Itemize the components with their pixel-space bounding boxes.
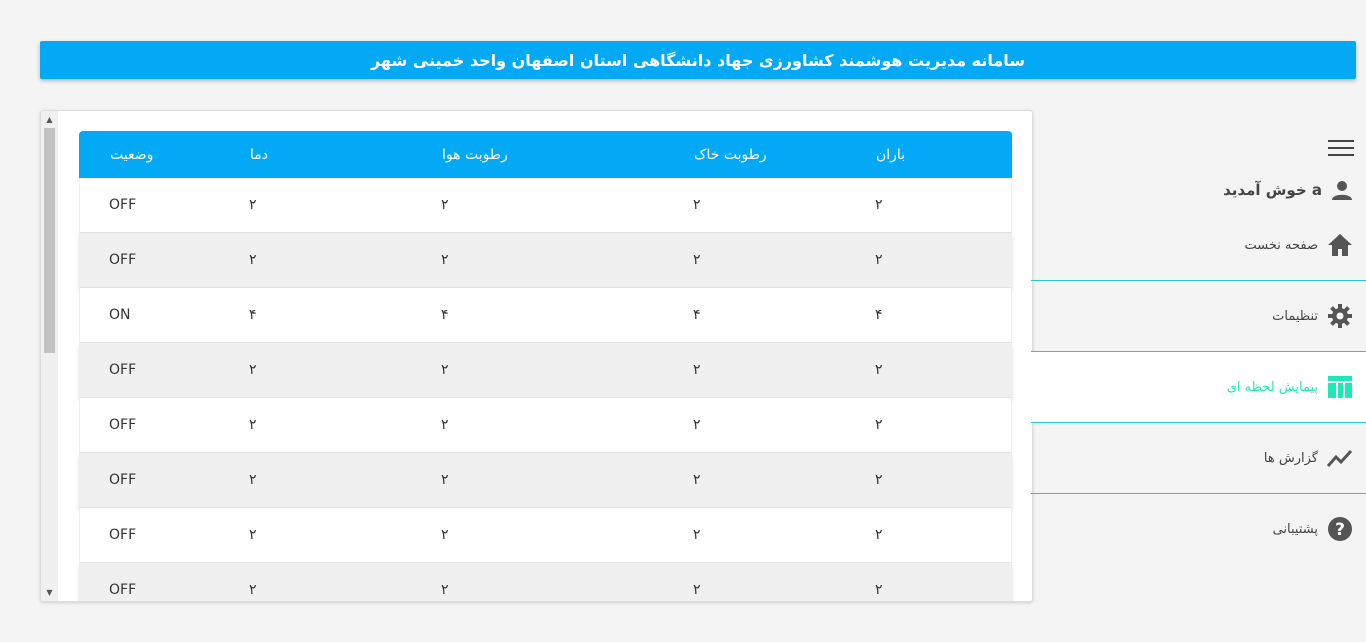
column-header-rain: باران <box>876 146 906 163</box>
cell-rain: ۲ <box>875 417 883 433</box>
table-header <box>79 131 1012 178</box>
nav-item-label: پیمایش لحظه ای <box>1226 379 1318 395</box>
cell-air-humidity: ۲ <box>441 252 449 268</box>
cell-temperature: ۲ <box>249 582 257 598</box>
table-row <box>79 288 1012 343</box>
cell-temperature: ۲ <box>249 252 257 268</box>
table-row <box>79 563 1012 602</box>
cell-air-humidity: ۲ <box>441 362 449 378</box>
app-title: سامانه مدیریت هوشمند کشاورزی جهاد دانشگاهی استان اصفهان واحد خمینی شهر <box>370 50 1026 70</box>
cell-rain: ۲ <box>875 362 883 378</box>
home-icon <box>1326 231 1354 259</box>
nav-item-label: صفحه نخست <box>1244 237 1318 253</box>
table-row <box>79 508 1012 563</box>
cell-soil-moisture: ۲ <box>693 197 701 213</box>
cell-air-humidity: ۲ <box>441 527 449 543</box>
column-header-air-humidity: رطوبت هوا <box>442 146 508 163</box>
cell-rain: ۲ <box>875 197 883 213</box>
cell-rain: ۴ <box>875 307 883 323</box>
vertical-scrollbar[interactable] <box>41 111 58 601</box>
cell-status: OFF <box>109 527 137 543</box>
cell-status: OFF <box>109 472 137 488</box>
cell-status: ON <box>109 307 131 323</box>
nav-item-label: تنظیمات <box>1272 308 1318 324</box>
cell-soil-moisture: ۲ <box>693 472 701 488</box>
cell-air-humidity: ۲ <box>441 582 449 598</box>
cell-temperature: ۲ <box>249 472 257 488</box>
cell-rain: ۲ <box>875 527 883 543</box>
cell-temperature: ۲ <box>249 362 257 378</box>
welcome-user <box>1223 176 1354 204</box>
trend-icon <box>1326 444 1354 472</box>
cell-air-humidity: ۲ <box>441 197 449 213</box>
column-header-temperature: دما <box>250 146 268 163</box>
cell-temperature: ۲ <box>249 417 257 433</box>
scroll-down-icon[interactable]: ▼ <box>46 588 53 597</box>
cell-air-humidity: ۲ <box>441 417 449 433</box>
table-icon <box>1326 373 1354 401</box>
column-header-soil-moisture: رطوبت خاک <box>694 146 767 163</box>
nav-item-label: گزارش ها <box>1263 450 1318 466</box>
scroll-thumb[interactable] <box>44 128 55 353</box>
sidebar <box>1031 110 1366 540</box>
cell-status: OFF <box>109 582 137 598</box>
table-row <box>79 233 1012 288</box>
sensor-table-panel <box>40 110 1033 602</box>
column-header-status: وضعیت <box>110 146 154 163</box>
table-row <box>79 398 1012 453</box>
cell-status: OFF <box>109 252 137 268</box>
svg-text:?: ? <box>1335 520 1345 540</box>
cell-temperature: ۴ <box>249 307 257 323</box>
nav-item-support[interactable] <box>1031 494 1366 564</box>
cell-air-humidity: ۴ <box>441 307 449 323</box>
cell-rain: ۲ <box>875 252 883 268</box>
user-icon <box>1330 178 1354 202</box>
nav-item-label: پشتیبانی <box>1272 521 1318 537</box>
table-row <box>79 453 1012 508</box>
cell-rain: ۲ <box>875 472 883 488</box>
gear-icon <box>1326 302 1354 330</box>
hamburger-menu-icon[interactable] <box>1328 140 1354 160</box>
cell-soil-moisture: ۲ <box>693 582 701 598</box>
cell-soil-moisture: ۲ <box>693 527 701 543</box>
cell-soil-moisture: ۴ <box>693 307 701 323</box>
cell-soil-moisture: ۲ <box>693 252 701 268</box>
cell-air-humidity: ۲ <box>441 472 449 488</box>
table-body <box>79 178 1012 602</box>
cell-soil-moisture: ۲ <box>693 362 701 378</box>
cell-temperature: ۲ <box>249 197 257 213</box>
nav-item-settings[interactable] <box>1031 281 1366 351</box>
welcome-text: a خوش آمدید <box>1223 181 1322 199</box>
cell-status: OFF <box>109 417 137 433</box>
nav-item-reports[interactable] <box>1031 423 1366 493</box>
cell-soil-moisture: ۲ <box>693 417 701 433</box>
nav-item-live-monitor[interactable] <box>1031 352 1366 422</box>
cell-rain: ۲ <box>875 582 883 598</box>
help-icon <box>1326 515 1354 543</box>
cell-status: OFF <box>109 197 137 213</box>
cell-status: OFF <box>109 362 137 378</box>
sensor-table <box>79 131 1012 602</box>
app-title-banner <box>40 41 1356 79</box>
table-row <box>79 178 1012 233</box>
table-row <box>79 343 1012 398</box>
cell-temperature: ۲ <box>249 527 257 543</box>
nav-item-home[interactable] <box>1031 210 1366 280</box>
scroll-up-icon[interactable]: ▲ <box>46 115 53 124</box>
